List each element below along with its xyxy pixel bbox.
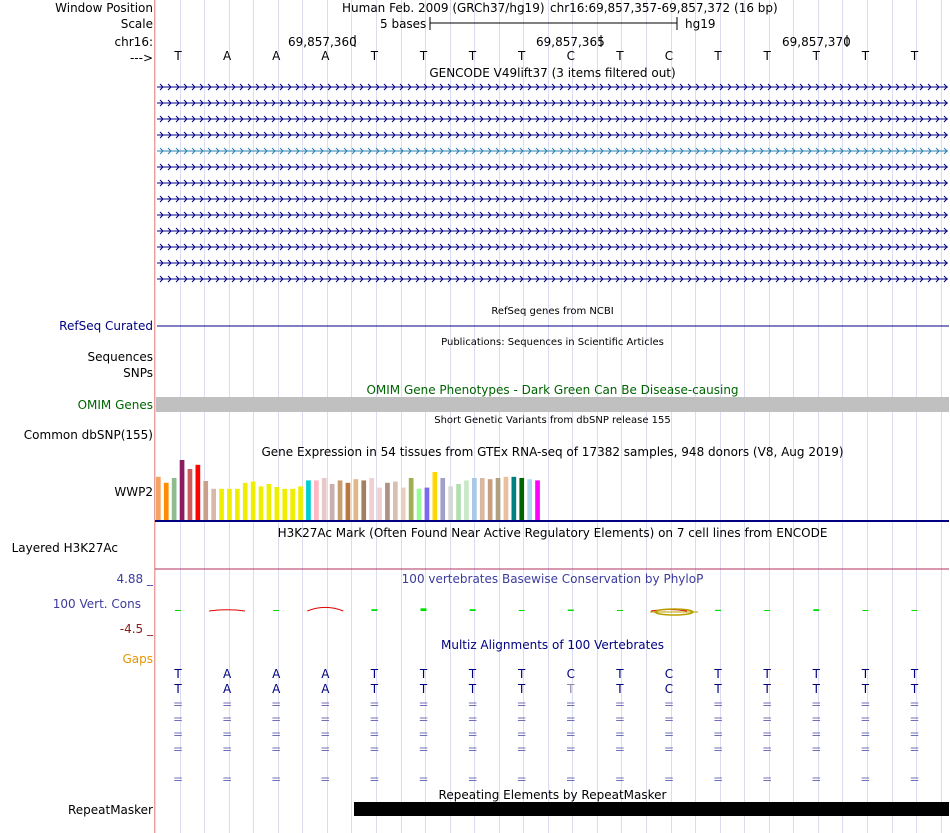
multiz-base: T [518,682,526,696]
gtex-tissue-bar [322,478,327,520]
base-letter: C [566,49,575,63]
multiz-base: = [222,697,233,711]
base-letter: T [812,49,820,63]
multiz-base: = [222,772,233,786]
multiz-base: C [664,667,674,681]
multiz-base: = [516,772,527,786]
gtex-tissue-bar [354,479,359,520]
gtex-label[interactable]: WWP2 [114,485,153,499]
repeatmasker-label[interactable]: RepeatMasker [67,803,153,817]
gtex-tissue-bar [393,482,398,520]
multiz-base: = [713,727,724,741]
gtex-tissue-bar [504,477,509,520]
multiz-base: = [762,712,773,726]
gtex-tissue-bar [512,477,517,520]
gtex-tissue-bar [440,478,445,520]
phylop-score-bar [175,610,181,611]
multiz-base: = [614,697,625,711]
gtex-tissue-bar [290,489,295,520]
gtex-tissue-bar [298,486,303,520]
gtex-tissue-bar [314,480,319,520]
phylop-label[interactable]: 100 Vert. Cons [52,597,141,611]
gtex-tissue-bar [203,481,208,520]
multiz-base: T [910,667,919,681]
multiz-base: T [910,682,919,696]
gtex-tissue-bar [338,480,343,520]
base-letter: T [861,49,870,63]
multiz-base: = [271,697,282,711]
window-position-label: Window Position [55,1,153,15]
base-letter: T [419,49,428,63]
multiz-base: = [320,712,331,726]
multiz-base: T [370,682,379,696]
multiz-base: T [174,667,182,681]
multiz-base: = [614,727,625,741]
dbsnp-label[interactable]: Common dbSNP(155) [23,428,153,442]
base-letter: T [910,49,919,63]
multiz-base: = [811,727,822,741]
gtex-tissue-bar [306,480,311,520]
multiz-base: = [860,742,871,756]
phylop-score-bar [813,609,819,611]
multiz-base: = [172,742,184,756]
multiz-base: = [369,697,380,711]
multiz-base: = [860,697,871,711]
gtex-tissue-bar [456,484,461,520]
multiz-base: A [272,667,281,681]
multiz-base: = [516,712,527,726]
multiz-base: = [713,712,724,726]
multiz-base: T [567,682,575,696]
gtex-tissue-bar [346,483,351,520]
gtex-tissue-bar [259,486,264,520]
multiz-base: T [714,682,722,696]
multiz-base: A [222,682,232,696]
gtex-tissue-bar [219,489,224,520]
base-letter: T [616,49,624,63]
multiz-base: = [172,772,184,786]
multiz-gaps-label: Gaps [122,652,153,666]
multiz-base: = [320,742,331,756]
phylop-max: 4.88 _ [116,572,153,586]
multiz-base: = [516,697,527,711]
phylop-score-bar [519,610,525,611]
multiz-base: = [762,697,773,711]
multiz-base: T [518,667,526,681]
multiz-base: = [762,742,773,756]
multiz-base: T [616,682,624,696]
assembly-title: Human Feb. 2009 (GRCh37/hg19) [342,1,545,15]
multiz-base: = [860,712,871,726]
base-letter: A [272,49,281,63]
refseq-track-title[interactable]: RefSeq genes from NCBI [491,306,614,317]
multiz-base: = [172,727,184,741]
multiz-base: = [369,712,380,726]
multiz-base: = [172,712,184,726]
multiz-base: = [909,697,920,711]
phylop-score-bar [715,610,721,611]
base-letter: T [468,49,477,63]
chrom-label: chr16: [114,35,153,49]
multiz-base: T [174,682,182,696]
multiz-base: A [321,667,330,681]
multiz-base: T [763,667,771,681]
repeatmasker-element [354,802,949,816]
multiz-base: = [418,772,429,786]
multiz-base: = [172,697,184,711]
gtex-tissue-bar [472,478,477,520]
gtex-tissue-bar [243,483,248,520]
multiz-base: = [516,727,527,741]
base-letter: A [222,49,232,63]
multiz-base: = [418,727,429,741]
multiz-base: = [811,772,822,786]
multiz-base: T [370,667,379,681]
gtex-tissue-bar [488,479,493,520]
multiz-base: = [222,727,233,741]
multiz-base: = [811,742,822,756]
scale-text: 5 bases [380,17,427,31]
pubs-snps-label[interactable]: SNPs [123,366,153,380]
refseq-label[interactable]: RefSeq Curated [59,319,153,333]
base-letter: T [370,49,379,63]
gtex-tissue-bar [235,489,240,520]
gtex-tissue-bar [369,478,374,520]
gtex-tissue-bar [425,488,430,520]
multiz-base: T [861,667,870,681]
multiz-base: = [614,712,625,726]
multiz-base: = [516,742,527,756]
scale-label: Scale [120,17,153,31]
multiz-base: = [222,742,233,756]
gtex-tissue-bar [496,478,501,520]
multiz-base: = [320,772,331,786]
phylop-score-bar [371,609,377,611]
omim-label[interactable]: OMIM Genes [77,398,153,412]
phylop-score-bar [764,610,770,611]
multiz-base: = [663,742,675,756]
multiz-base: T [861,682,870,696]
multiz-base: = [271,772,282,786]
multiz-base: = [320,697,331,711]
gencode-track-title[interactable]: GENCODE V49lift37 (3 items filtered out) [429,66,676,80]
multiz-base: T [468,667,477,681]
gtex-tissue-bar [164,483,169,520]
gtex-track-title[interactable]: Gene Expression in 54 tissues from GTEx RNA-seq of 17382 samples, 948 donors (V8, Aug 2019) [261,445,844,459]
multiz-base: = [565,727,576,741]
multiz-base: = [663,697,675,711]
phylop-score-bar [617,610,623,611]
multiz-base: = [467,742,478,756]
dbsnp-track-title[interactable]: Short Genetic Variants from dbSNP release 155 [434,415,671,426]
multiz-base: = [860,727,871,741]
multiz-base: = [369,727,380,741]
multiz-base: = [565,772,576,786]
multiz-base: = [467,712,478,726]
gtex-tissue-bar [196,465,201,520]
multiz-base: A [222,667,232,681]
base-letter: A [321,49,330,63]
multiz-base: = [811,712,822,726]
multiz-base: T [714,667,722,681]
base-letter: T [714,49,722,63]
multiz-base: = [565,697,576,711]
gtex-tissue-bar [172,478,177,520]
repeatmasker-track-title[interactable]: Repeating Elements by RepeatMasker [438,788,667,802]
base-letter: C [664,49,674,63]
multiz-base: = [909,772,920,786]
gtex-tissue-bar [535,480,540,520]
multiz-base: = [811,697,822,711]
gtex-tissue-bar [377,488,382,520]
omim-track-title[interactable]: OMIM Gene Phenotypes - Dark Green Can Be Disease-causing [366,383,739,397]
multiz-base: A [272,682,281,696]
multiz-base: = [418,697,429,711]
scale-db: hg19 [685,17,716,31]
tick-label-1: 69,857,360 [288,35,357,49]
gtex-tissue-bar [464,480,469,520]
gtex-tissue-bar [227,489,232,520]
multiz-base: = [467,697,478,711]
multiz-base: = [909,712,920,726]
multiz-base: = [320,727,331,741]
phylop-score-bar [273,610,279,611]
tick-label-2: 69,857,365 [536,35,605,49]
gtex-tissue-bar [385,483,390,520]
phylop-track-title[interactable]: 100 vertebrates Basewise Conservation by PhyloP [401,572,704,586]
multiz-base: = [565,712,576,726]
base-letter: T [174,49,182,63]
gtex-tissue-bar [180,460,185,520]
multiz-base: = [762,727,773,741]
phylop-score-bar [862,610,868,611]
gtex-tissue-bar [156,477,161,520]
gtex-tissue-bar [188,469,193,520]
phylop-negative-score [307,607,343,611]
multiz-base: = [271,712,282,726]
gtex-tissue-bar [211,489,216,520]
multiz-base: = [271,742,282,756]
gtex-tissue-bar [519,478,524,520]
multiz-base: = [614,772,625,786]
pubs-sequences-label[interactable]: Sequences [87,350,153,364]
phylop-score-bar [470,609,476,611]
multiz-track-title[interactable]: Multiz Alignments of 100 Vertebrates [440,638,665,652]
multiz-base: = [713,742,724,756]
multiz-base: = [663,772,675,786]
multiz-base: = [271,727,282,741]
multiz-base: = [909,727,920,741]
multiz-base: A [321,682,330,696]
multiz-base: = [762,772,773,786]
tick-label-3: 69,857,370 [782,35,851,49]
multiz-base: = [663,712,675,726]
multiz-base: = [860,772,871,786]
gtex-tissue-bar [275,487,280,520]
multiz-base: = [713,772,724,786]
position-readout: chr16:69,857,357-69,857,372 (16 bp) [550,1,778,15]
gtex-tissue-bar [361,480,366,520]
multiz-base: = [467,772,478,786]
multiz-base: = [369,772,380,786]
gtex-tissue-bar [251,482,256,520]
h3k27ac-label[interactable]: Layered H3K27Ac [11,541,118,555]
h3k27ac-track-title[interactable]: H3K27Ac Mark (Often Found Near Active Regulatory Elements) on 7 cell lines from ENCODE [277,526,828,540]
omim-bar [156,397,949,412]
base-letter: T [518,49,526,63]
gtex-tissue-bar [409,478,414,520]
phylop-min: -4.5 _ [119,622,153,636]
multiz-base: T [419,667,428,681]
multiz-base: T [419,682,428,696]
multiz-base: C [566,667,575,681]
phylop-score-bar [912,610,918,611]
gtex-tissue-bar [417,489,422,520]
multiz-base: T [616,667,624,681]
phylop-score-bar [421,608,427,611]
multiz-base: T [812,667,820,681]
multiz-base: = [614,742,625,756]
multiz-base: = [222,712,233,726]
gtex-tissue-bar [448,486,453,520]
multiz-base: = [418,712,429,726]
multiz-base: = [467,727,478,741]
multiz-base: = [369,742,380,756]
multiz-base: T [763,682,771,696]
base-letter: T [763,49,771,63]
gtex-tissue-bar [401,488,406,520]
phylop-negative-score [209,610,245,611]
gtex-tissue-bar [527,479,532,520]
gtex-tissue-bar [267,484,272,520]
publications-track-title[interactable]: Publications: Sequences in Scientific Articles [441,337,664,348]
gtex-tissue-bar [282,489,287,520]
phylop-score-bar [568,610,574,612]
multiz-base: T [468,682,477,696]
gtex-tissue-bar [480,478,485,520]
multiz-base: = [565,742,576,756]
gtex-tissue-bar [433,472,438,520]
strand-arrow-label: ---> [129,51,153,65]
gtex-tissue-bar [330,484,335,520]
multiz-base: = [909,742,920,756]
multiz-base: = [663,727,675,741]
multiz-base: T [812,682,820,696]
multiz-base: = [713,697,724,711]
multiz-base: C [664,682,674,696]
multiz-base: = [418,742,429,756]
